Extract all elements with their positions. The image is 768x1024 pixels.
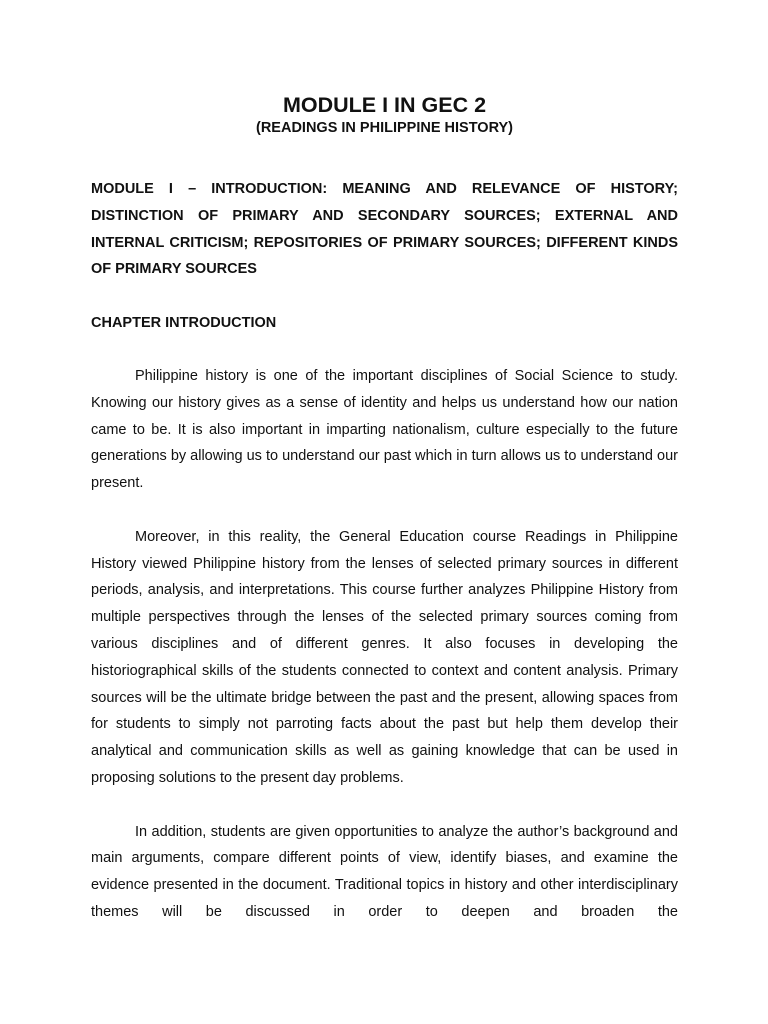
- document-title: MODULE I IN GEC 2: [282, 93, 487, 117]
- paragraph-3: In addition, students are given opportunities to analyze the author’s background and main arguments, compare different points of view, identify biases, and examine the evidence presented in the document. Traditional topics in history and other interdisciplinary themes will be discussed in order to deepen and broaden the: [91, 823, 678, 920]
- chapter-heading: CHAPTER INTRODUCTION: [91, 315, 277, 332]
- paragraph-1: Philippine history is one of the important disciplines of Social Science to study. Knowing our history gives as a sense of identity and helps us understand how our nation came to be. It is also important in imparting nationalism, culture especially to the future generations by allowing us to understand our past which in turn allows us to understand our present.: [91, 367, 678, 492]
- paragraph-2: Moreover, in this reality, the General Education course Readings in Philippine History viewed Philippine history from the lenses of selected primary sources in different periods, analysis, and interpretations. This course further analyzes Philippine History from multiple perspectives through the lenses of the selected primary sources coming from various disciplines and of different genres. It also focuses in developing the historiographical skills of the students connected to context and content analysis. Primary sources will be the ultimate bridge between the past and the present, allowing spaces from for students to simply not parroting facts about the past but help them develop their analytical and communication skills as well as gaining knowledge that can be used in proposing solutions to the present day problems.: [91, 528, 678, 786]
- document-page: [91, 92, 678, 926]
- document-subtitle: (READINGS IN PHILIPPINE HISTORY): [256, 120, 513, 136]
- module-heading: MODULE I – INTRODUCTION: MEANING AND RELEVANCE OF HISTORY; DISTINCTION OF PRIMARY AND SECONDARY SOURCES; EXTERNAL AND INTERNAL CRITICISM; REPOSITORIES OF PRIMARY SOURCES; DIFFERENT KINDS OF PRIMARY SOURCES: [91, 181, 678, 278]
